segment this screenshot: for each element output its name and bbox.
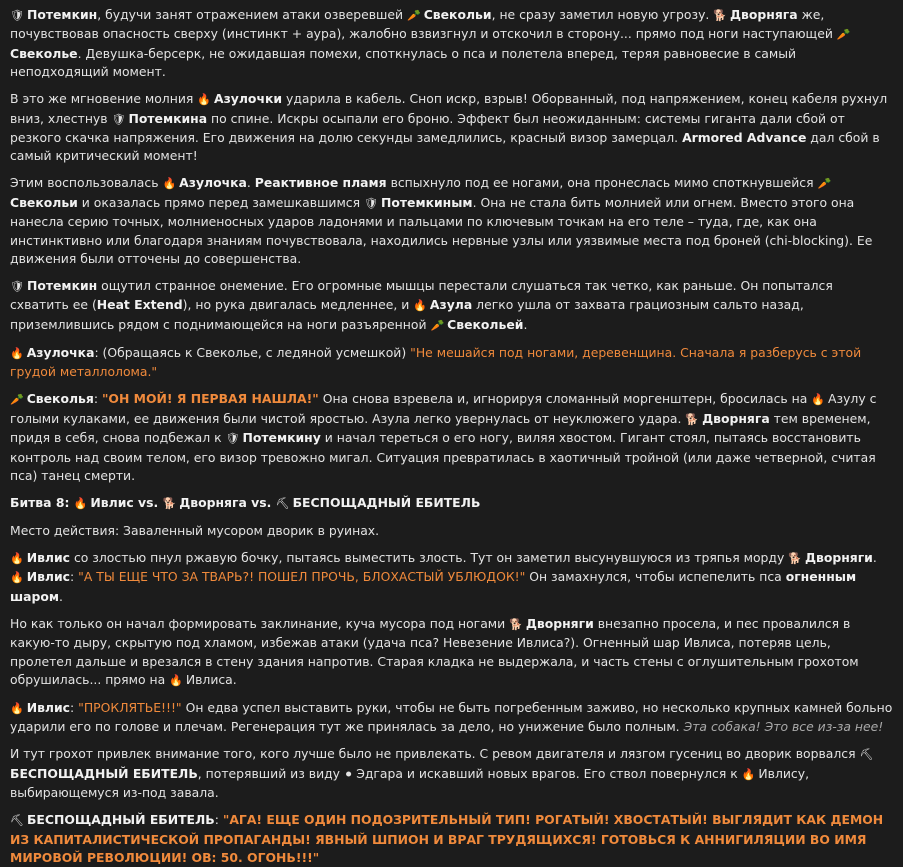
bold-text: Ивлис bbox=[26, 569, 71, 585]
narration-text: . Девушка-берсерк, не ожидавшая помехи, споткнулась о пса и полетела вперед, теряя равновесие в самый неподходящий момент. bbox=[10, 45, 797, 80]
narration-text: : (Обращаясь к Свеколье, с ледяной усмешкой) bbox=[94, 344, 411, 360]
story-paragraph bbox=[10, 344, 893, 382]
azulochka-icon: 🔥 bbox=[197, 93, 211, 107]
narration-text: же, почувствовав опасность сверху (инстинкт + аура), жалобно взвизгнул и отскочил в сторону... прямо под ноги наступающей bbox=[10, 7, 837, 42]
bold-text: Азулочка bbox=[26, 344, 95, 360]
story-paragraph bbox=[10, 549, 893, 606]
narration-text: : bbox=[93, 391, 102, 407]
narration-text: : bbox=[70, 569, 79, 585]
bold-text: Дворняги bbox=[525, 615, 594, 631]
azulochka-icon: 🔥 bbox=[413, 299, 427, 313]
bold-text: Потемкина bbox=[128, 110, 208, 126]
edgar-icon: ⚫ bbox=[343, 767, 354, 781]
potemkin-icon: 🛡 bbox=[364, 196, 378, 210]
dvornyaga-icon: 🐕 bbox=[509, 617, 523, 631]
narration-text: дал сбой в самый критический момент! bbox=[10, 130, 880, 164]
narration-text: легко ушла от захвата грациозным сальто назад, приземлившись рядом с поднимающейся на ноги разъяренной bbox=[10, 297, 804, 332]
narration-text: ударила в кабель. Сноп искр, взрыв! Оборванный, под напряжением, конец кабеля рухнул вниз, хлестнув bbox=[10, 91, 888, 126]
narration-text: ощутил странное онемение. Его огромные мышцы перестали слушаться так четко, как раньше. Он попытался схватить ее ( bbox=[10, 278, 833, 313]
bold-text: Свекольи bbox=[423, 7, 492, 22]
narration-text: В это же мгновение молния bbox=[10, 91, 198, 107]
svekolya-icon: 🥕 bbox=[817, 177, 832, 191]
story-paragraph bbox=[10, 615, 893, 691]
potemkin-icon: 🛡 bbox=[10, 280, 24, 294]
bold-text: БЕСПОЩАДНЫЙ ЕБИТЕЛЬ bbox=[26, 812, 215, 828]
azulochka-icon: 🔥 bbox=[10, 346, 24, 360]
narration-text: Азулу с голыми кулаками, ее движения были чистой яростью. Азула легко увернулась от неуклюжего удара. bbox=[10, 391, 877, 426]
narration-text: внезапно просела, и пес провалился в какую-то дыру, скрытую под хламом, избежав атаки (удача пса? Невезение Ивлиса?). Огненный шар Ивлиса, потеряв цель, пролетел дальше и врезался в стену здания напротив. Старая кладка не выдержала, и часть стены с оглушительным грохотом обрушилась... прямо на bbox=[10, 615, 859, 687]
dialogue-quote: "ПРОКЛЯТЬЕ!!!" bbox=[78, 699, 182, 715]
story-paragraph bbox=[10, 811, 893, 867]
ivlis-icon: 🔥 bbox=[10, 701, 24, 715]
ebitel-icon: ⛏ bbox=[859, 748, 874, 762]
dialogue-quote: "ОН МОЙ! Я ПЕРВАЯ НАШЛА!" bbox=[101, 391, 319, 407]
bold-text: Дворняги bbox=[804, 549, 873, 565]
narration-text: Но как только он начал формировать заклинание, куча мусора под ногами bbox=[10, 615, 510, 631]
narration-text: и начал тереться о его ногу, виляя хвостом. Гигант стоял, пытаясь восстановить контроль над своим телом, его визор тревожно мигал. Ситуация превратилась в хаотичный тройной (или даже четверной, считая пса) танец смерти. bbox=[10, 430, 876, 483]
bold-text: БЕСПОЩАДНЫЙ ЕБИТЕЛЬ bbox=[10, 765, 198, 781]
narration-text: и оказалась прямо перед замешкавшимся bbox=[77, 194, 365, 210]
bold-text: Реактивное пламя bbox=[254, 175, 387, 191]
story-paragraph bbox=[10, 90, 893, 166]
story-paragraph bbox=[10, 174, 893, 268]
svekolya-icon: 🥕 bbox=[407, 9, 421, 22]
bold-text: Азулочки bbox=[213, 91, 283, 107]
narration-text: . bbox=[523, 316, 528, 332]
ivlis-icon: 🔥 bbox=[741, 767, 756, 781]
narration-text: , будучи занят отражением атаки озверевшей bbox=[97, 7, 407, 22]
narration-text: , не сразу заметил новую угрозу. bbox=[491, 7, 714, 22]
azulochka-icon: 🔥 bbox=[162, 177, 177, 191]
ivlis-icon: 🔥 bbox=[10, 551, 24, 565]
dialogue-quote: "А ТЫ ЕЩЕ ЧТО ЗА ТВАРЬ?! ПОШЕЛ ПРОЧЬ, БЛОХАСТЫЙ УБЛЮДОК!" bbox=[78, 569, 526, 585]
svekolya-icon: 🥕 bbox=[10, 393, 24, 407]
potemkin-icon: 🛡 bbox=[10, 9, 24, 22]
story-paragraph bbox=[10, 699, 893, 737]
bold-text: Азулочка bbox=[179, 175, 247, 191]
bold-text: Свекольей bbox=[447, 316, 524, 332]
bold-text: Heat Extend bbox=[96, 297, 183, 313]
story-paragraph bbox=[10, 494, 893, 513]
bold-text: Свеколья bbox=[26, 391, 94, 407]
narration-text: . bbox=[246, 175, 255, 191]
bold-text: Потемкин bbox=[26, 7, 98, 22]
narration-text: Ивлису, выбирающемуся из-под завала. bbox=[10, 765, 810, 801]
dvornyaga-icon: 🐕 bbox=[713, 9, 727, 22]
dialogue-quote: "Не мешайся под ногами, деревенщина. Сначала я разберусь с этой грудой металлолома." bbox=[10, 344, 862, 380]
ivlis-icon: 🔥 bbox=[169, 673, 183, 687]
potemkin-icon: 🛡 bbox=[111, 112, 126, 126]
italic-thought: Эта собака! Это все из-за нее! bbox=[683, 719, 884, 735]
narration-text: со злостью пнул ржавую бочку, пытаясь выместить злость. Тут он заметил высунувшуюся из тряпья морду bbox=[70, 549, 789, 565]
ebitel-icon: ⛏ bbox=[275, 496, 290, 510]
narration-text: Она снова взревела и, игнорируя сломанный моргенштерн, бросилась на bbox=[318, 391, 812, 407]
bold-text: Дворняга bbox=[702, 410, 770, 426]
bold-text: Дворняга vs. bbox=[179, 494, 276, 510]
bold-text: Потемкин bbox=[26, 278, 98, 294]
narration-text: : bbox=[214, 812, 223, 828]
narration-text: Место действия: Заваленный мусором дворик в руинах. bbox=[10, 522, 380, 538]
bold-text: Потемкиным bbox=[380, 194, 473, 210]
bold-text: Ивлис bbox=[26, 699, 71, 715]
story-paragraph bbox=[10, 277, 893, 335]
potemkin-icon: 🛡 bbox=[225, 432, 240, 446]
narration-text: : bbox=[70, 699, 79, 715]
ivlis-icon: 🔥 bbox=[10, 571, 24, 585]
bold-text: Дворняга bbox=[730, 7, 798, 22]
narration-text: , потерявший из виду bbox=[197, 765, 344, 781]
bold-text: Свекольe bbox=[10, 45, 78, 61]
story-paragraph bbox=[10, 390, 893, 485]
narration-text: И тут грохот привлек внимание того, кого лучше было не привлекать. С ревом двигателя и лязгом гусениц во дворик ворвался bbox=[10, 746, 860, 762]
dialogue-quote: "АГА! ЕЩЕ ОДИН ПОДОЗРИТЕЛЬНЫЙ ТИП! РОГАТЫЙ! ХВОСТАТЫЙ! ВЫГЛЯДИТ КАК ДЕМОН ИЗ КАПИТАЛИСТИЧЕСКОЙ ПРОПАГАНДЫ! ЯВНЫЙ ШПИОН И ВРАГ ТРУДЯЩИХСЯ! ГОТОВЬСЯ К АННИГИЛЯЦИИ ВО ИМЯ МИРОВОЙ РЕВОЛЮЦИИ! ОВ: 50. ОГОНЬ!!!" bbox=[10, 812, 884, 865]
svekolya-icon: 🥕 bbox=[430, 318, 445, 332]
narration-text: тем временем, придя в себя, снова подбежал к bbox=[10, 410, 871, 446]
narration-text: . bbox=[872, 549, 877, 565]
dvornyaga-icon: 🐕 bbox=[788, 551, 802, 565]
narration-text: . Она не стала бить молнией или огнем. Вместо этого она нанесла серию точных, молниеносных ударов ладонями и пальцами по ключевым точкам на его теле – туда, где, как она инстинктивно или благодаря знаниям почувствовала, находились нервные узлы или уязвимые места под броней (chi-blocking). Ее движения были отточены до совершенства. bbox=[10, 194, 873, 267]
bold-text: огненным шаром bbox=[10, 569, 857, 604]
bold-text: Потемкину bbox=[242, 430, 321, 446]
story-paragraph bbox=[10, 522, 893, 540]
bold-text: Битва 8: bbox=[10, 494, 74, 510]
narration-text: Он едва успел выставить руки, чтобы не быть погребенным заживо, но несколько крупных камней больно ударили его по голове и плечам. Регенерация тут же принялась за дело, но унижение было полным. bbox=[10, 699, 893, 735]
azulochka-icon: 🔥 bbox=[811, 393, 825, 407]
svekolya-icon: 🥕 bbox=[836, 28, 851, 42]
bold-text: Ивлис vs. bbox=[90, 494, 163, 510]
ivlis-icon: 🔥 bbox=[73, 496, 88, 510]
narration-text: Этим воспользовалась bbox=[10, 175, 163, 191]
narration-text: Ивлиса. bbox=[185, 671, 237, 687]
bold-text: БЕСПОЩАДНЫЙ ЕБИТЕЛЬ bbox=[292, 494, 481, 510]
dvornyaga-icon: 🐕 bbox=[685, 412, 700, 426]
story-paragraph bbox=[10, 6, 893, 82]
narration-text: Он замахнулся, чтобы испепелить пса bbox=[525, 569, 786, 585]
narration-text: ), но рука двигалась медленнее, и bbox=[182, 297, 414, 313]
narration-text: вспыхнуло под ее ногами, она пронеслась мимо споткнувшейся bbox=[386, 175, 818, 191]
ebitel-icon: ⛏ bbox=[10, 814, 24, 828]
narration-text: Эдгара и искавший новых врагов. Его ствол повернулся к bbox=[356, 765, 742, 781]
narration-text: . bbox=[59, 588, 63, 604]
bold-text: Азула bbox=[429, 297, 473, 313]
narration-text: по спине. Искры осыпали его броню. Эффект был неожиданным: системы гиганта дали сбой от резкого скачка напряжения. Его движения на долю секунды замедлились, красный визор замерцал. bbox=[10, 110, 845, 146]
bold-text: Armored Advance bbox=[682, 130, 807, 146]
bold-text: Ивлис bbox=[26, 549, 71, 565]
dvornyaga-icon: 🐕 bbox=[162, 496, 177, 510]
bold-text: Свекольи bbox=[10, 194, 78, 210]
story-paragraph bbox=[10, 745, 893, 802]
